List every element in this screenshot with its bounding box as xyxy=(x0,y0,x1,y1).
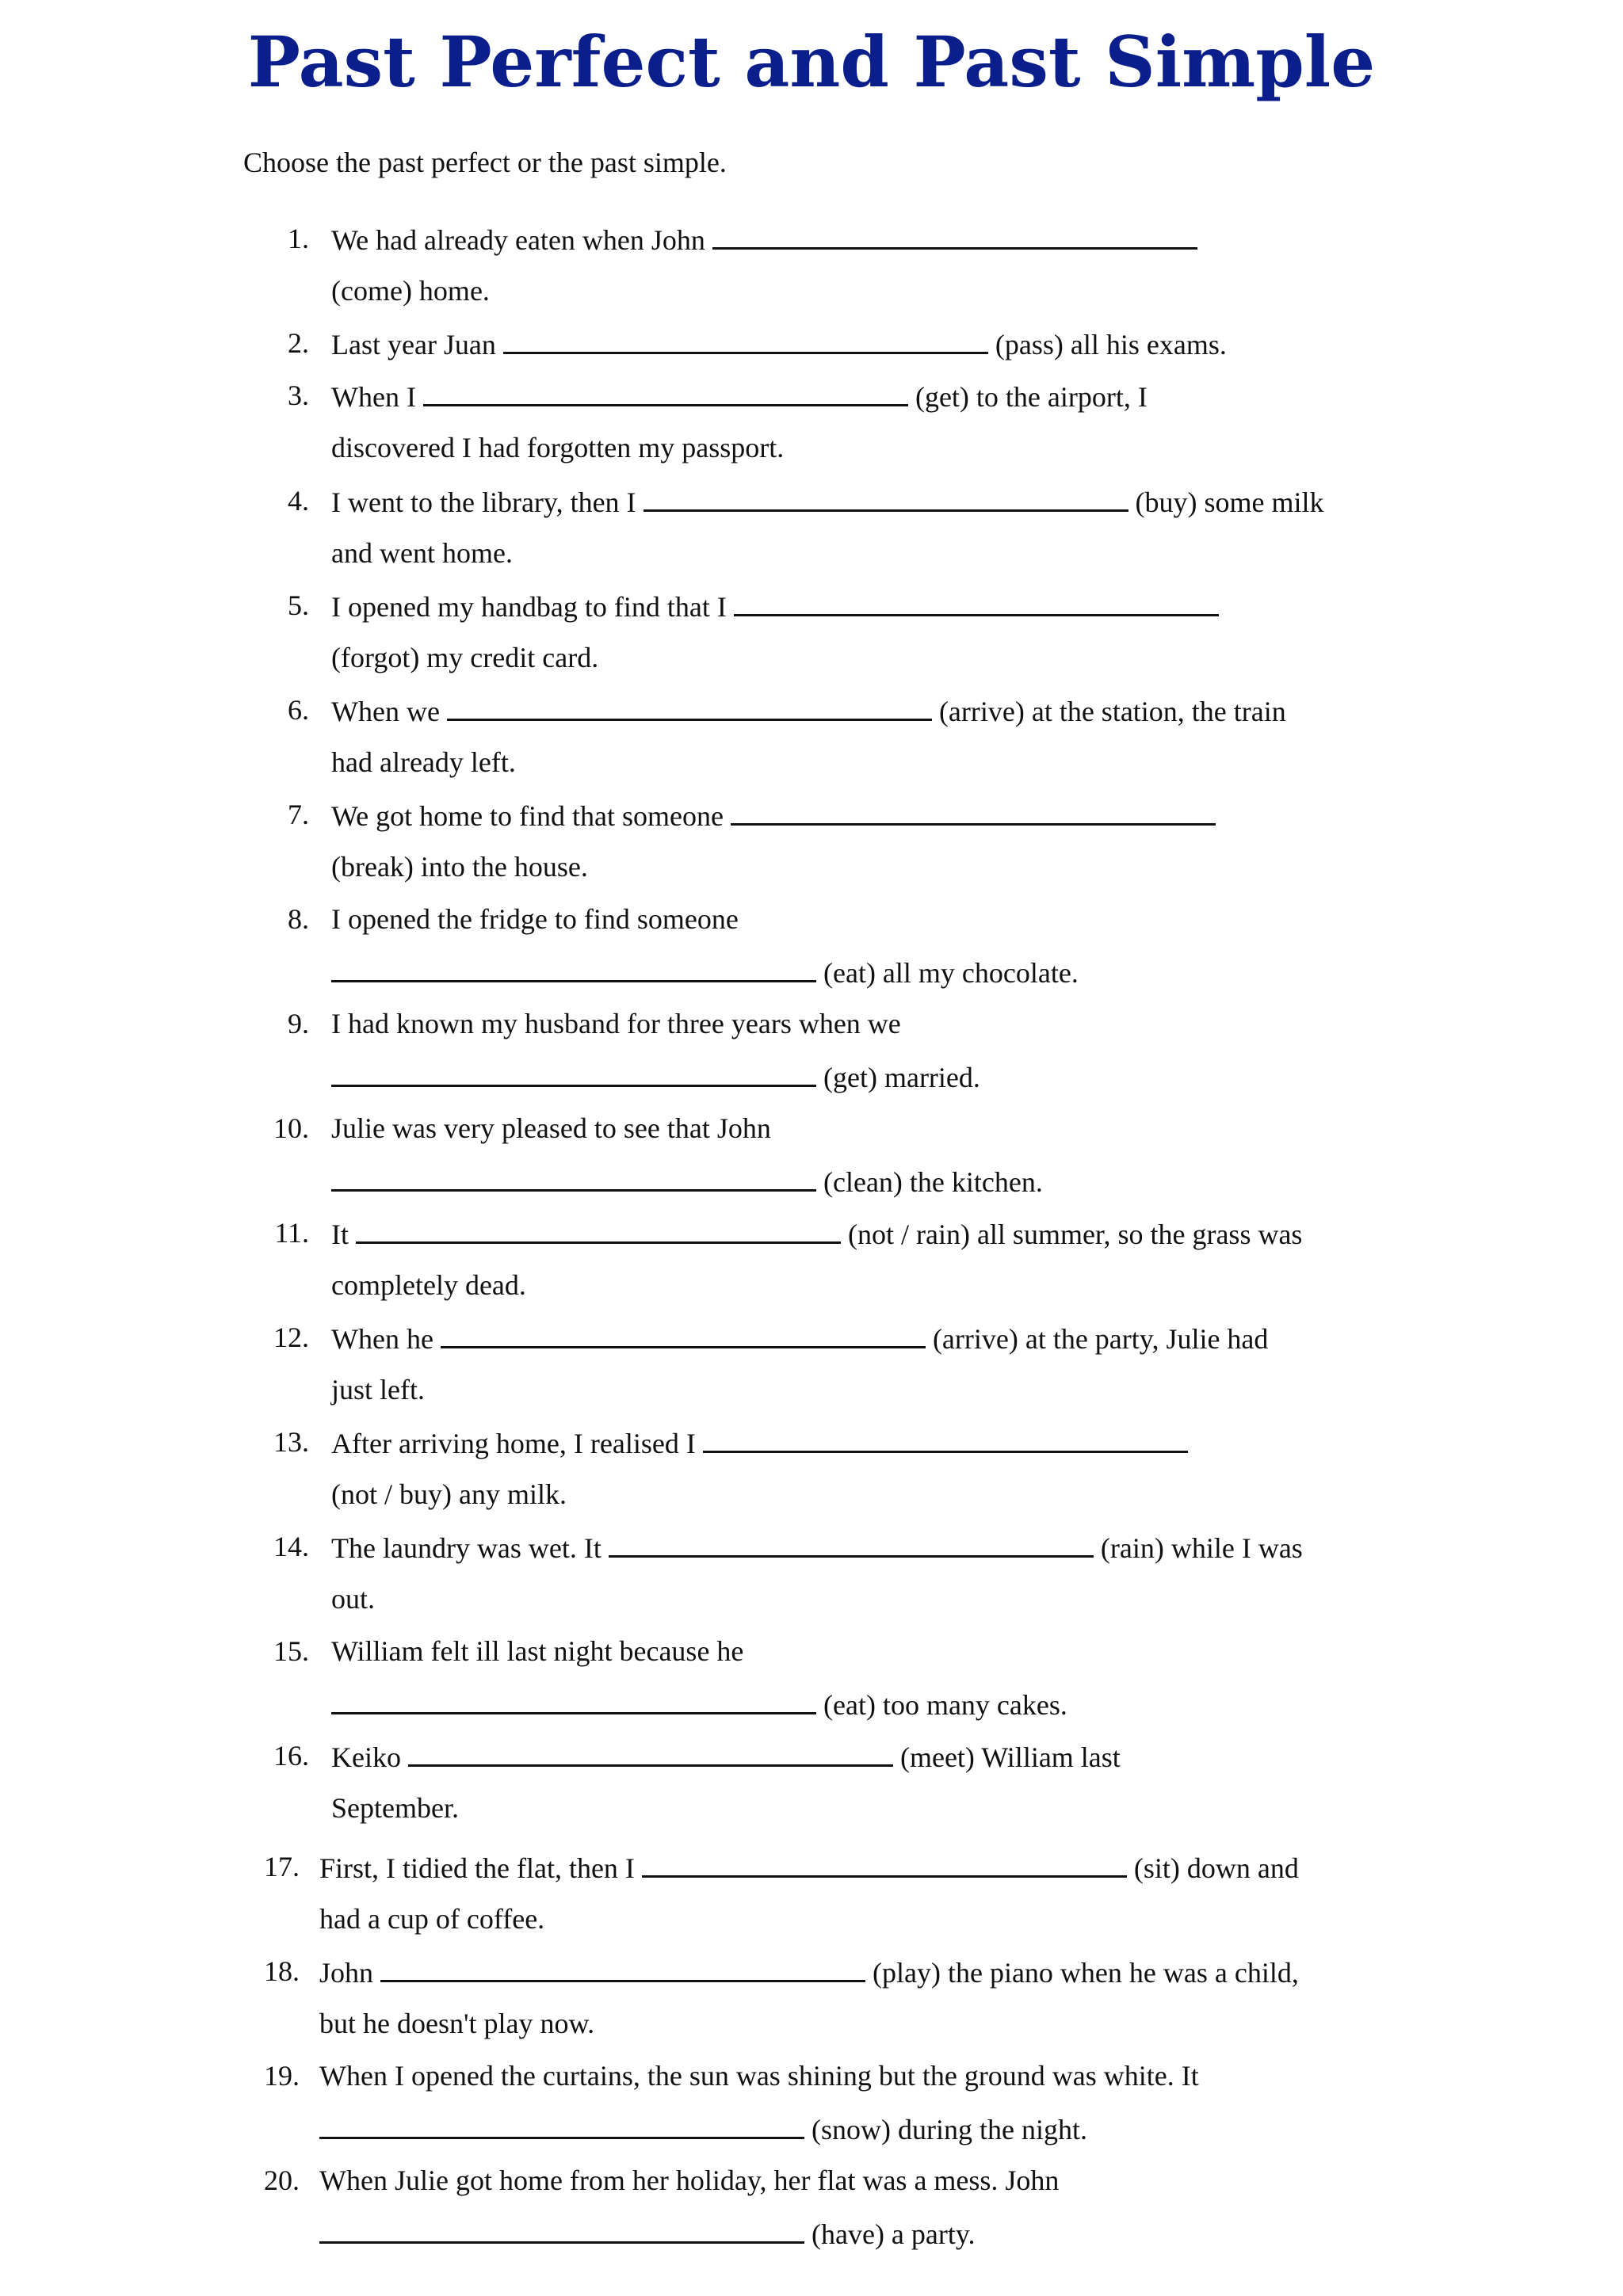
question-line-2 xyxy=(331,1788,459,1828)
question-text: When we xyxy=(331,696,447,727)
question-line-2 xyxy=(331,1370,425,1409)
question-line-2 xyxy=(331,1265,526,1305)
question-text: First, I tidied the flat, then I xyxy=(319,1852,642,1884)
question-text: (meet) William last xyxy=(892,1741,1121,1773)
question-text: and went home. xyxy=(331,537,513,569)
question-line-2 xyxy=(331,1056,980,1097)
answer-blank[interactable] xyxy=(643,481,1128,512)
question-text: I opened my handbag to find that I xyxy=(331,591,734,623)
question-line-1 xyxy=(319,2161,1059,2200)
question-text: (eat) too many cakes. xyxy=(816,1689,1067,1721)
question-line-2 xyxy=(331,952,1079,993)
question-number: 16. xyxy=(273,1740,309,1772)
question-text: just left. xyxy=(331,1374,425,1405)
question-text: We had already eaten when John xyxy=(331,224,712,256)
answer-blank[interactable] xyxy=(331,1056,816,1087)
question-text: (forgot) my credit card. xyxy=(331,642,599,673)
question-text: but he doesn't play now. xyxy=(319,2008,595,2039)
question-text: out. xyxy=(331,1583,376,1615)
question-text: (rain) while I was xyxy=(1093,1532,1303,1564)
answer-blank[interactable] xyxy=(423,376,908,406)
question-line-2 xyxy=(319,2213,976,2254)
question-text: completely dead. xyxy=(331,1269,526,1301)
question-text: When Julie got home from her holiday, her flat was a mess. John xyxy=(319,2164,1060,2196)
question-text: Keiko xyxy=(331,1741,408,1773)
question-number: 11. xyxy=(274,1217,309,1249)
question-line-2 xyxy=(331,1684,1067,1725)
answer-blank[interactable] xyxy=(503,323,988,354)
answer-blank[interactable] xyxy=(642,1847,1127,1878)
question-line-1 xyxy=(331,1004,901,1043)
question-text: (break) into the house. xyxy=(331,851,588,883)
answer-blank[interactable] xyxy=(319,2213,804,2244)
question-line-1 xyxy=(331,690,1286,731)
question-line-2 xyxy=(331,742,516,782)
answer-blank[interactable] xyxy=(731,795,1216,826)
question-text: (come) home. xyxy=(331,275,490,307)
question-number: 7. xyxy=(288,799,309,830)
question-line-1 xyxy=(331,1736,1121,1777)
question-line-2 xyxy=(331,1474,567,1514)
answer-blank[interactable] xyxy=(441,1318,926,1348)
answer-blank[interactable] xyxy=(703,1422,1188,1453)
question-text: (clean) the kitchen. xyxy=(816,1166,1043,1198)
question-text: It xyxy=(331,1219,356,1250)
question-line-1 xyxy=(331,1631,743,1671)
question-text: (eat) all my chocolate. xyxy=(816,957,1079,989)
question-number: 17. xyxy=(264,1851,300,1882)
question-text: discovered I had forgotten my passport. xyxy=(331,432,785,463)
question-line-1 xyxy=(331,1422,1188,1463)
question-line-1 xyxy=(331,323,1227,364)
question-line-1 xyxy=(331,585,1219,627)
question-line-2 xyxy=(331,428,784,467)
question-line-2 xyxy=(331,847,588,887)
question-number: 12. xyxy=(273,1322,309,1353)
answer-blank[interactable] xyxy=(331,1684,816,1714)
question-text: (sit) down and xyxy=(1126,1852,1299,1884)
question-line-1 xyxy=(331,376,1148,417)
question-text: (not / rain) all summer, so the grass was xyxy=(841,1219,1303,1250)
question-text: (pass) all his exams. xyxy=(987,329,1227,360)
question-number: 19. xyxy=(264,2060,300,2092)
question-number: 14. xyxy=(273,1531,309,1562)
page-title: Past Perfect and Past Simple xyxy=(247,21,1376,103)
question-line-2 xyxy=(331,638,598,677)
question-text: When I opened the curtains, the sun was shining but the ground was white. It xyxy=(319,2060,1199,2092)
question-text: September. xyxy=(331,1792,459,1824)
answer-blank[interactable] xyxy=(331,1161,816,1192)
question-text: (arrive) at the station, the train xyxy=(931,696,1286,727)
answer-blank[interactable] xyxy=(356,1213,841,1244)
question-text: Julie was very pleased to see that John xyxy=(331,1112,771,1144)
question-text: (have) a party. xyxy=(804,2218,976,2250)
question-text: When I xyxy=(331,381,423,413)
question-number: 8. xyxy=(288,903,309,935)
question-text: William felt ill last night because he xyxy=(331,1635,744,1667)
answer-blank[interactable] xyxy=(447,690,932,721)
answer-blank[interactable] xyxy=(380,1951,865,1982)
answer-blank[interactable] xyxy=(734,585,1219,616)
question-text: When he xyxy=(331,1323,441,1355)
question-number: 1. xyxy=(288,223,309,254)
question-line-2 xyxy=(319,2108,1087,2149)
question-line-1 xyxy=(319,2056,1199,2096)
question-line-2 xyxy=(331,533,513,573)
question-text: I opened the fridge to find someone xyxy=(331,903,739,935)
question-line-1 xyxy=(331,795,1216,836)
question-text: (get) to the airport, I xyxy=(907,381,1148,413)
question-text: The laundry was wet. It xyxy=(331,1532,609,1564)
question-text: (arrive) at the party, Julie had xyxy=(925,1323,1269,1355)
question-number: 2. xyxy=(288,327,309,359)
question-number: 20. xyxy=(264,2164,300,2196)
question-line-2 xyxy=(331,271,490,311)
question-line-1 xyxy=(331,1527,1303,1568)
question-number: 3. xyxy=(288,379,309,411)
question-text: (not / buy) any milk. xyxy=(331,1478,567,1510)
question-text: had a cup of coffee. xyxy=(319,1903,545,1935)
answer-blank[interactable] xyxy=(609,1527,1094,1558)
question-text: (play) the piano when he was a child, xyxy=(865,1957,1299,1989)
question-line-1 xyxy=(319,1951,1299,1993)
question-line-1 xyxy=(319,1847,1299,1888)
question-number: 18. xyxy=(264,1955,300,1987)
question-line-2 xyxy=(319,1899,544,1939)
answer-blank[interactable] xyxy=(319,2108,804,2139)
question-number: 4. xyxy=(288,485,309,517)
question-number: 6. xyxy=(288,694,309,726)
question-text: (get) married. xyxy=(816,1062,980,1093)
question-line-1 xyxy=(331,899,739,939)
question-number: 9. xyxy=(288,1008,309,1039)
question-line-1 xyxy=(331,1213,1302,1254)
question-text: John xyxy=(319,1957,381,1989)
question-number: 5. xyxy=(288,589,309,621)
question-line-1 xyxy=(331,219,1197,260)
question-text: After arriving home, I realised I xyxy=(331,1428,703,1459)
instructions: Choose the past perfect or the past simple. xyxy=(243,147,727,178)
question-text: I went to the library, then I xyxy=(331,486,643,518)
question-text: We got home to find that someone xyxy=(331,800,731,832)
question-line-2 xyxy=(331,1579,375,1619)
answer-blank[interactable] xyxy=(712,219,1197,250)
question-number: 10. xyxy=(273,1112,309,1144)
question-line-1 xyxy=(331,1318,1268,1359)
question-line-2 xyxy=(319,2004,594,2043)
question-text: Last year Juan xyxy=(331,329,503,360)
answer-blank[interactable] xyxy=(408,1736,893,1767)
question-line-1 xyxy=(331,1108,771,1148)
question-text: I had known my husband for three years when we xyxy=(331,1008,901,1039)
answer-blank[interactable] xyxy=(331,952,816,982)
question-line-1 xyxy=(331,481,1324,522)
question-text: had already left. xyxy=(331,746,516,778)
question-number: 15. xyxy=(273,1635,309,1667)
question-number: 13. xyxy=(273,1426,309,1458)
question-text: (buy) some milk xyxy=(1128,486,1324,518)
question-line-2 xyxy=(331,1161,1043,1202)
question-text: (snow) during the night. xyxy=(804,2114,1087,2145)
